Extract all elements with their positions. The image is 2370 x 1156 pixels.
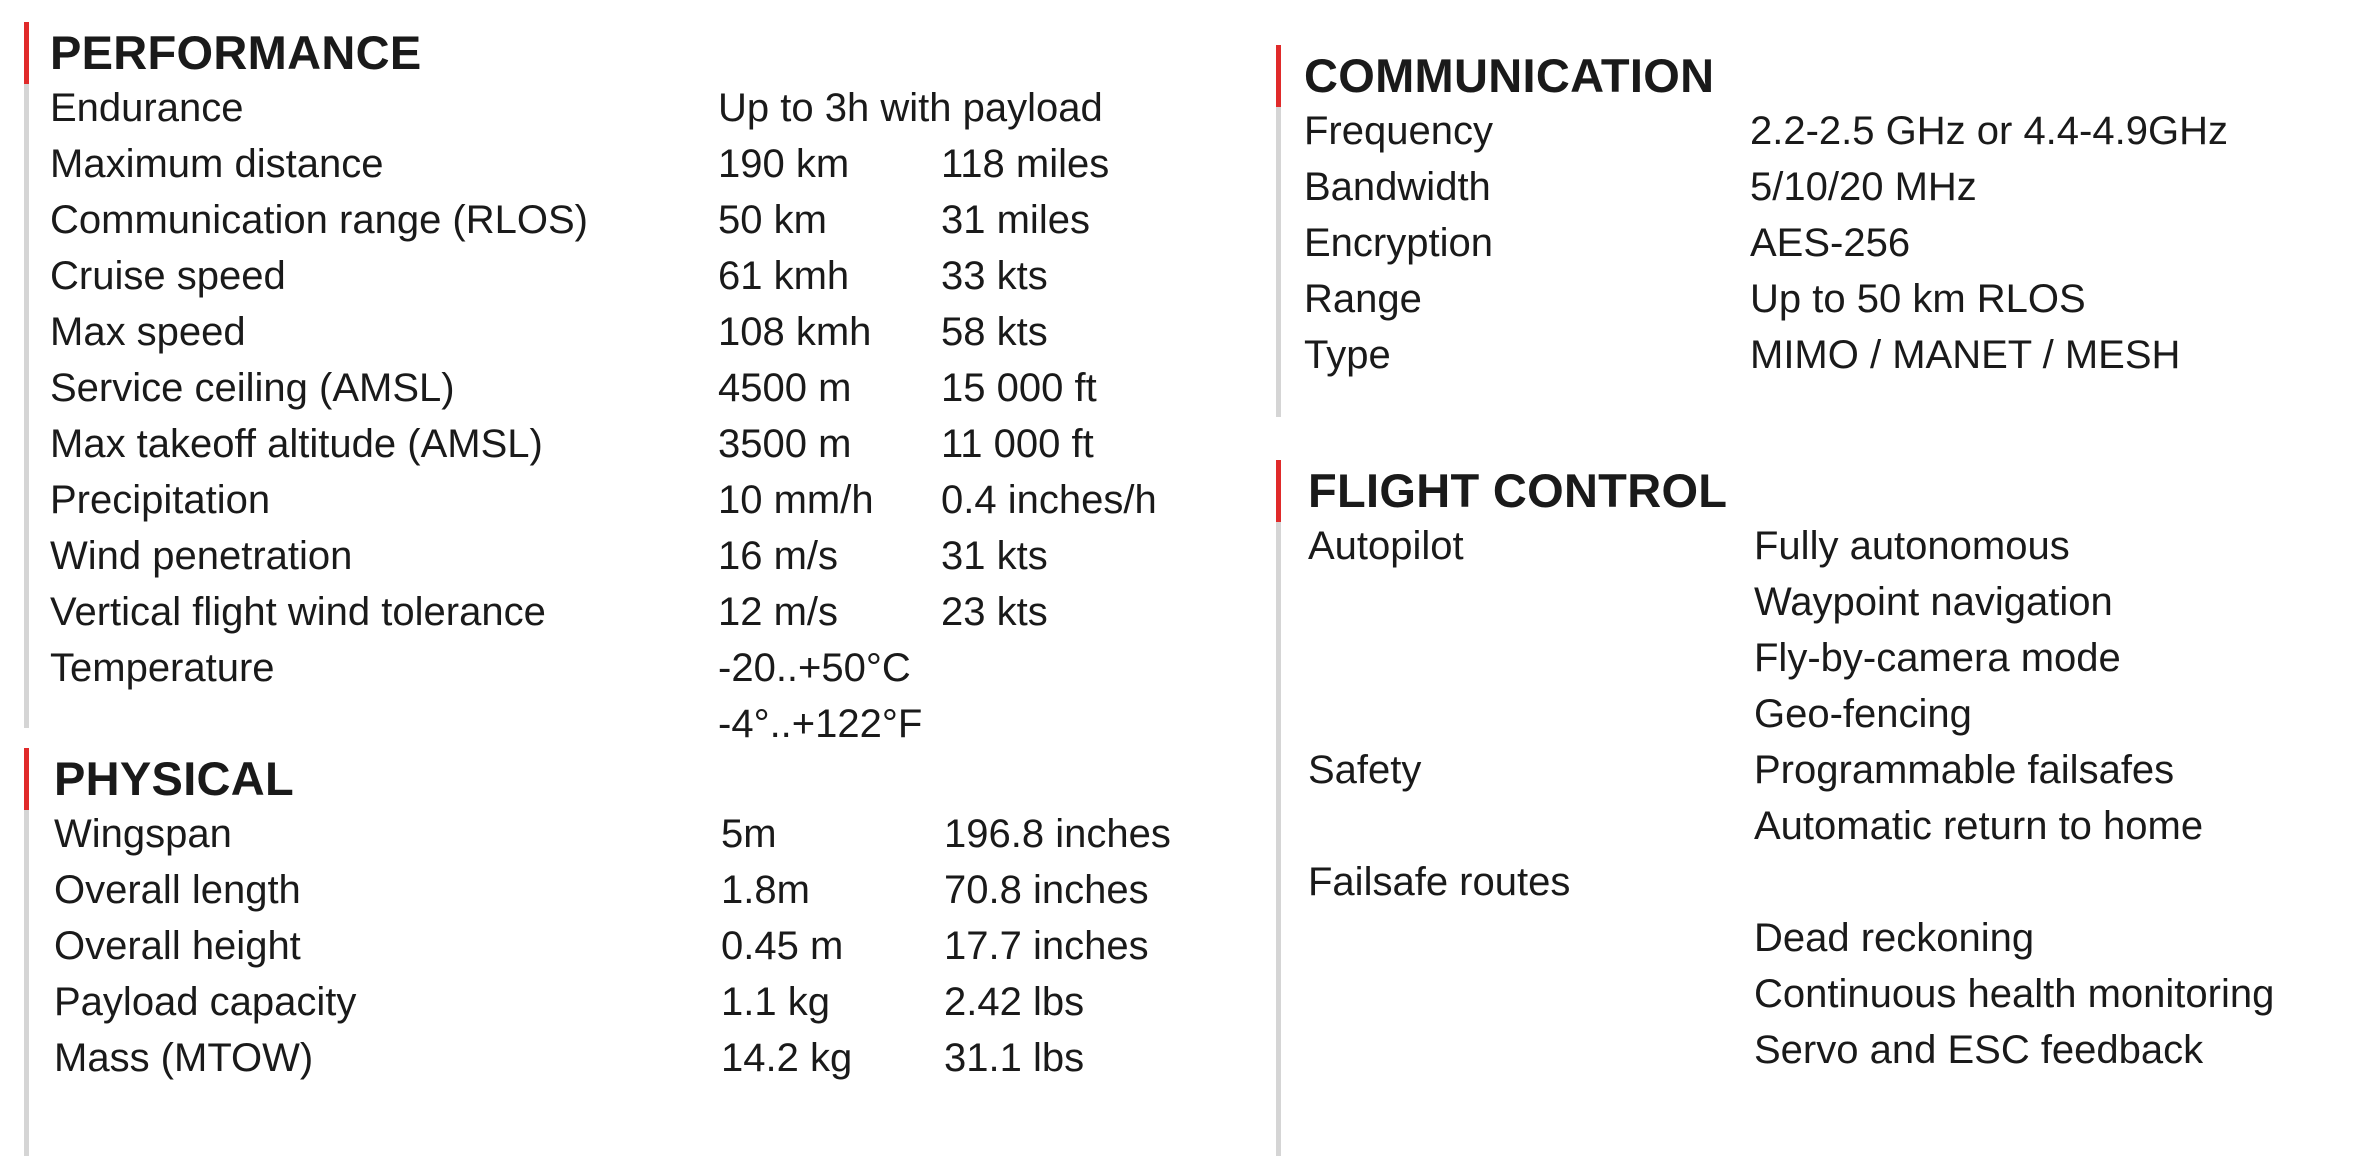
spec-label: Bandwidth bbox=[1304, 165, 1491, 209]
spec-value: Fully autonomous bbox=[1754, 524, 2070, 568]
physical-section bbox=[24, 748, 1224, 1156]
spec-value: 190 km bbox=[718, 142, 850, 186]
spec-label: Maximum distance bbox=[50, 142, 384, 186]
spec-label: Vertical flight wind tolerance bbox=[50, 590, 546, 634]
spec-value-alt: 31.1 lbs bbox=[944, 1036, 1085, 1080]
spec-value-alt: 0.4 inches/h bbox=[941, 478, 1157, 522]
spec-value: MIMO / MANET / MESH bbox=[1750, 333, 2181, 377]
spec-value: Up to 50 km RLOS bbox=[1750, 277, 2086, 321]
spec-value: 14.2 kg bbox=[721, 1036, 853, 1080]
spec-value-alt: 118 miles bbox=[941, 142, 1110, 186]
spec-value: Programmable failsafes bbox=[1754, 748, 2175, 792]
spec-label: Service ceiling (AMSL) bbox=[50, 366, 455, 410]
performance-section bbox=[24, 22, 1224, 746]
spec-value-alt: 23 kts bbox=[941, 590, 1048, 634]
spec-value-alt: 15 000 ft bbox=[941, 366, 1097, 410]
physical-title: PHYSICAL bbox=[54, 752, 295, 805]
spec-value: Automatic return to home bbox=[1754, 804, 2204, 848]
communication-section bbox=[1276, 45, 2356, 417]
spec-value: -20..+50°C bbox=[718, 646, 911, 690]
spec-value: 12 m/s bbox=[718, 590, 839, 634]
spec-value-alt: 33 kts bbox=[941, 254, 1048, 298]
performance-bar bbox=[24, 22, 29, 728]
spec-value-alt: 31 kts bbox=[941, 534, 1048, 578]
spec-value-alt: 31 miles bbox=[941, 198, 1090, 242]
spec-value: 4500 m bbox=[718, 366, 852, 410]
flight-control-accent bbox=[1276, 460, 1281, 522]
spec-value: Up to 3h with payload bbox=[718, 86, 1103, 130]
spec-value: Dead reckoning bbox=[1754, 916, 2035, 960]
spec-value: 50 km bbox=[718, 198, 827, 242]
spec-label: Cruise speed bbox=[50, 254, 286, 298]
spec-label: Max takeoff altitude (AMSL) bbox=[50, 422, 543, 466]
spec-label: Wingspan bbox=[54, 812, 232, 856]
spec-value-alt: 70.8 inches bbox=[944, 868, 1149, 912]
spec-label: Frequency bbox=[1304, 109, 1493, 153]
spec-label: Encryption bbox=[1304, 221, 1493, 265]
spec-label: Communication range (RLOS) bbox=[50, 198, 588, 242]
spec-label: Range bbox=[1304, 277, 1422, 321]
spec-value: Servo and ESC feedback bbox=[1754, 1028, 2204, 1072]
spec-label: Payload capacity bbox=[54, 980, 357, 1024]
spec-value: 61 kmh bbox=[718, 254, 850, 298]
spec-label: Overall height bbox=[54, 924, 301, 968]
spec-label: Safety bbox=[1308, 748, 1422, 792]
spec-value-alt: 196.8 inches bbox=[944, 812, 1171, 856]
spec-value: 5m bbox=[721, 812, 777, 856]
spec-label: Wind penetration bbox=[50, 534, 353, 578]
spec-value: 108 kmh bbox=[718, 310, 872, 354]
spec-label: Precipitation bbox=[50, 478, 271, 522]
spec-value: Fly-by-camera mode bbox=[1754, 636, 2121, 680]
spec-label: Endurance bbox=[50, 86, 244, 130]
spec-value: -4°..+122°F bbox=[718, 702, 923, 746]
spec-value: 10 mm/h bbox=[718, 478, 874, 522]
spec-value-alt: 2.42 lbs bbox=[944, 980, 1085, 1024]
spec-label: Failsafe routes bbox=[1308, 860, 1571, 904]
flight-control-bar bbox=[1276, 460, 1281, 1156]
physical-accent bbox=[24, 748, 29, 810]
spec-label: Mass (MTOW) bbox=[54, 1036, 314, 1080]
flight-control-section bbox=[1276, 460, 2366, 1156]
spec-label: Max speed bbox=[50, 310, 246, 354]
spec-label: Type bbox=[1304, 333, 1391, 377]
spec-value: 3500 m bbox=[718, 422, 852, 466]
spec-value: Geo-fencing bbox=[1754, 692, 1972, 736]
spec-value: 16 m/s bbox=[718, 534, 839, 578]
spec-label: Autopilot bbox=[1308, 524, 1464, 568]
spec-value: 5/10/20 MHz bbox=[1750, 165, 1977, 209]
flight-control-title: FLIGHT CONTROL bbox=[1308, 464, 1728, 517]
communication-title: COMMUNICATION bbox=[1304, 49, 1715, 102]
spec-value: AES-256 bbox=[1750, 221, 1911, 265]
spec-value-alt: 11 000 ft bbox=[941, 422, 1094, 466]
spec-value: 1.8m bbox=[721, 868, 810, 912]
communication-accent bbox=[1276, 45, 1281, 107]
spec-value: 2.2-2.5 GHz or 4.4-4.9GHz bbox=[1750, 109, 2228, 153]
spec-value: 0.45 m bbox=[721, 924, 844, 968]
spec-value-alt: 58 kts bbox=[941, 310, 1048, 354]
performance-accent bbox=[24, 22, 29, 84]
performance-title: PERFORMANCE bbox=[50, 26, 422, 79]
spec-label: Overall length bbox=[54, 868, 301, 912]
spec-value: Continuous health monitoring bbox=[1754, 972, 2275, 1016]
spec-value: Waypoint navigation bbox=[1754, 580, 2113, 624]
spec-value: 1.1 kg bbox=[721, 980, 830, 1024]
spec-value-alt: 17.7 inches bbox=[944, 924, 1149, 968]
spec-label: Temperature bbox=[50, 646, 275, 690]
